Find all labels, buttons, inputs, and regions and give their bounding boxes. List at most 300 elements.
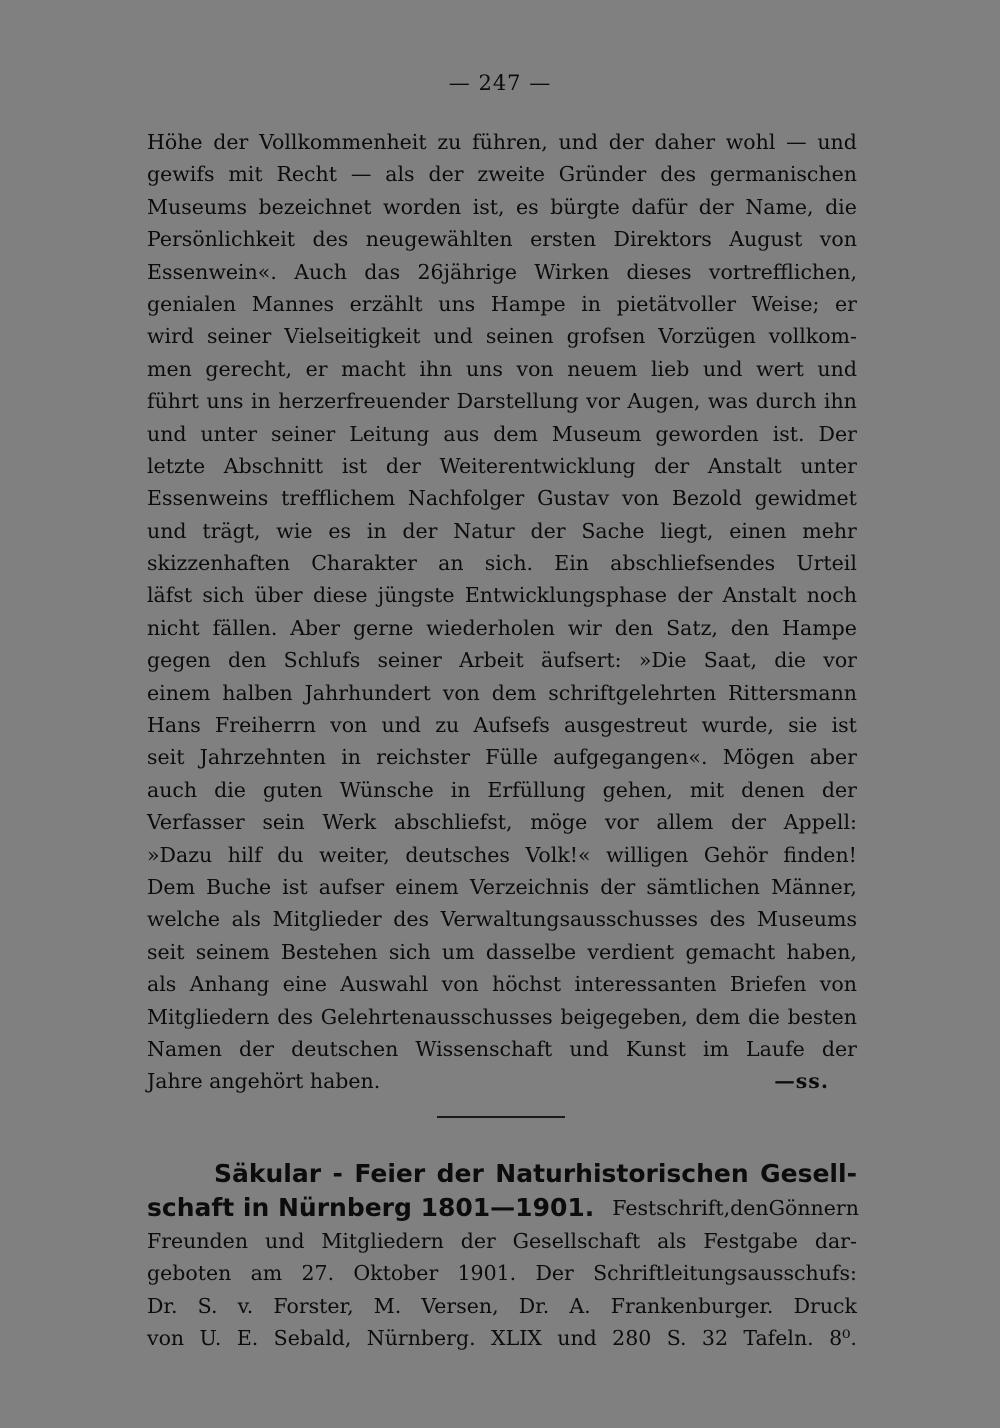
word: Namen <box>147 1036 222 1061</box>
word: ist, <box>472 194 505 219</box>
word: wird <box>147 324 195 349</box>
word: Sache <box>581 518 645 543</box>
word: uns <box>206 389 244 414</box>
word: seinem <box>195 939 270 964</box>
word: seiner <box>206 324 272 349</box>
word: Wissenschaft <box>415 1036 553 1061</box>
entry-text-line <box>147 1290 857 1322</box>
word: seiner <box>377 648 442 673</box>
word: ihn <box>823 389 857 414</box>
word: beigegeben, <box>560 1004 688 1029</box>
word: in <box>450 777 471 802</box>
word: bezeichnet <box>258 194 372 219</box>
word: gewifs <box>147 162 215 187</box>
word: Auch <box>294 259 347 284</box>
word: Festgabe <box>703 1229 798 1253</box>
word: aus <box>443 421 480 446</box>
word: ist <box>341 453 368 478</box>
entry-text-line <box>147 1257 857 1289</box>
word: zu <box>435 713 460 738</box>
word: August <box>729 227 803 252</box>
word: v. <box>237 1293 254 1318</box>
word: nicht <box>147 615 200 640</box>
word: unter <box>800 453 857 478</box>
word: läfst <box>147 583 193 608</box>
text-line <box>147 256 857 288</box>
word: dasselbe <box>485 939 577 964</box>
word: Museums <box>756 907 857 932</box>
text-line <box>147 191 857 223</box>
word: Saat, <box>703 648 757 673</box>
word: Buche <box>206 874 272 899</box>
word: vortrefflichen, <box>708 259 857 284</box>
word: und <box>433 324 473 349</box>
word: am <box>250 1261 283 1286</box>
word: macht <box>341 356 406 381</box>
word: Dr. <box>147 1293 178 1318</box>
word: geworden <box>655 421 759 446</box>
word: Forster, <box>273 1293 354 1318</box>
word: als <box>147 972 177 997</box>
word: vor <box>586 389 620 414</box>
word: uns <box>438 291 476 316</box>
word: 8⁰. <box>829 1326 857 1351</box>
word: neugewählten <box>365 227 513 252</box>
word: mehr <box>802 518 857 543</box>
word: Ein <box>554 551 589 576</box>
word: Aber <box>290 615 341 640</box>
word: von <box>819 227 857 252</box>
word: herzerfreuender <box>278 389 450 414</box>
word: Feier <box>354 1159 426 1188</box>
word: als <box>385 162 415 187</box>
word: die <box>825 194 857 219</box>
word: des <box>709 907 746 932</box>
text-line <box>147 839 857 871</box>
page-number: — 247 — <box>448 71 552 95</box>
word: ist <box>282 874 308 899</box>
word: sich <box>388 939 431 964</box>
text-line <box>147 1001 857 1033</box>
word: seinen <box>485 324 554 349</box>
word: schriftgelehrten <box>548 680 717 705</box>
word: Mitglieder <box>272 907 382 932</box>
word: der <box>530 518 566 543</box>
text-line <box>147 450 857 482</box>
word: Gustav <box>537 486 610 511</box>
entry-subtitle-start <box>612 1191 859 1225</box>
word: Erfüllung <box>487 777 586 802</box>
word: Nürnberg. <box>366 1326 476 1351</box>
word: denen <box>741 777 805 802</box>
word: einem <box>395 874 459 899</box>
word: Tafeln. <box>743 1326 814 1351</box>
word: germanischen <box>709 162 857 187</box>
word: fällen. <box>212 615 278 640</box>
word: jüngste <box>377 583 455 608</box>
word: Hampe <box>782 615 857 640</box>
word: Arbeit <box>459 648 524 673</box>
word: letzte <box>147 453 206 478</box>
word: Anstalt <box>707 453 782 478</box>
word: wohl <box>725 130 776 154</box>
word: welche <box>147 907 221 932</box>
word: der <box>600 874 636 899</box>
word: weiter, <box>319 842 390 867</box>
word: sie <box>788 713 818 738</box>
entry-heading-continuation: schaft in Nürnberg 1801—1901. <box>147 1193 595 1222</box>
word: der <box>436 1159 484 1188</box>
word: willigen <box>606 842 689 867</box>
word: — <box>786 130 807 154</box>
word: der <box>238 1036 275 1061</box>
word: Leitung <box>349 421 430 446</box>
word: unter <box>200 421 258 446</box>
word: um <box>441 939 475 964</box>
word: führen, <box>472 130 548 154</box>
last-line-text: Jahre angehört haben. <box>147 1069 381 1094</box>
word: A. <box>569 1293 591 1318</box>
word: uns <box>465 356 503 381</box>
word: Verzeichnis <box>469 874 590 899</box>
word: des <box>312 227 349 252</box>
word: Volk!« <box>525 842 591 867</box>
word: liegt, <box>660 518 714 543</box>
word: Weiterentwicklung <box>439 453 636 478</box>
word: sein <box>262 810 305 835</box>
word: allem <box>656 810 714 835</box>
word: Persönlichkeit <box>147 227 296 252</box>
word: reichster <box>376 745 471 770</box>
word: U. <box>199 1326 222 1351</box>
word: skizzenhaften <box>147 551 291 576</box>
word: dar- <box>814 1229 857 1253</box>
word: Verfasser <box>147 810 245 835</box>
word: Freiherrn <box>215 713 316 738</box>
text-line <box>147 482 857 514</box>
word: des <box>393 907 430 932</box>
word: Jahrhundert <box>304 680 431 705</box>
word: Auswahl <box>340 972 429 997</box>
text-line <box>147 709 857 741</box>
word: Gehör <box>703 842 768 867</box>
word: Museum <box>551 421 642 446</box>
word: Wirken <box>534 259 610 284</box>
book-entry <box>147 1157 857 1355</box>
text-line <box>147 774 857 806</box>
word: Recht <box>276 162 337 187</box>
word: dafür <box>631 194 688 219</box>
word: und <box>557 1326 597 1351</box>
word: Schlufs <box>283 648 361 673</box>
word: Abschnitt <box>223 453 324 478</box>
reviewer-signature: —ss. <box>774 1069 829 1094</box>
text-line <box>147 288 857 320</box>
word: der <box>402 518 438 543</box>
word: einem <box>147 680 211 705</box>
word: Essenweins <box>147 486 269 511</box>
word: und <box>264 1229 305 1253</box>
word: Dem <box>147 874 196 899</box>
word: Anhang <box>189 972 270 997</box>
word: von <box>516 356 554 381</box>
word: verdient <box>587 939 675 964</box>
word: wir <box>567 615 602 640</box>
text-line <box>147 515 857 547</box>
word: abschliefsendes <box>610 551 776 576</box>
word: Der <box>535 1261 574 1286</box>
word: der <box>428 162 464 187</box>
word: in <box>581 291 601 316</box>
word: hilf <box>227 842 262 867</box>
text-line <box>147 418 857 450</box>
word: halben <box>222 680 293 705</box>
word: von <box>442 680 480 705</box>
word: Festschrift, <box>612 1196 731 1220</box>
word: über <box>254 583 303 608</box>
text-line <box>147 320 857 352</box>
word: Säkular <box>214 1159 322 1188</box>
word: Jahrzehnten <box>199 745 327 770</box>
word: E. <box>236 1326 259 1351</box>
word: zweite <box>477 162 545 187</box>
word: Rittersmann <box>727 680 857 705</box>
word: wert <box>756 356 804 381</box>
word: Mannes <box>251 291 335 316</box>
word: mit <box>228 162 263 187</box>
word: den <box>730 615 770 640</box>
word: »Die <box>638 648 687 673</box>
word: seit <box>147 745 185 770</box>
word: gehen, <box>602 777 673 802</box>
word: worden <box>383 194 462 219</box>
word: ihn <box>419 356 453 381</box>
word: Gesellschaft <box>512 1229 641 1253</box>
word: erzählt <box>349 291 423 316</box>
word: und <box>702 356 743 381</box>
word: als <box>231 907 261 932</box>
word: und <box>569 1036 609 1061</box>
word: Männer, <box>771 874 857 899</box>
text-line <box>147 158 857 190</box>
word: Darstellung <box>456 389 579 414</box>
text-line <box>147 677 857 709</box>
word: neuem <box>567 356 638 381</box>
entry-heading-line-2 <box>147 1191 857 1225</box>
word: seiner <box>271 421 336 446</box>
word: vor <box>823 648 857 673</box>
word: ersten <box>530 227 597 252</box>
word: der <box>213 130 249 154</box>
word: von <box>147 1326 185 1351</box>
word: Satz, <box>666 615 718 640</box>
word: höchst <box>492 972 562 997</box>
word: des <box>660 162 697 187</box>
word: Kunst <box>625 1036 686 1061</box>
word: die <box>748 1004 780 1029</box>
word: der <box>698 194 734 219</box>
word: sich. <box>484 551 534 576</box>
word: Name, <box>745 194 814 219</box>
word: möge <box>530 810 588 835</box>
word: Freunden <box>147 1229 249 1253</box>
word: das <box>364 259 401 284</box>
word: besten <box>787 1004 857 1029</box>
word: noch <box>806 583 857 608</box>
word: Gönnern <box>768 1196 859 1220</box>
word: in <box>366 518 387 543</box>
word: zu <box>437 130 462 154</box>
word: von <box>621 486 660 511</box>
word: dem <box>695 1004 741 1029</box>
word: er <box>835 291 857 316</box>
word: sich <box>202 583 245 608</box>
word: Aufsefs <box>473 713 550 738</box>
word: was <box>707 389 749 414</box>
word: Sebald, <box>273 1326 352 1351</box>
word: seit <box>147 939 185 964</box>
word: der <box>608 130 644 154</box>
text-line <box>147 903 857 935</box>
text-line <box>147 741 857 773</box>
text-line <box>147 871 857 903</box>
text-line <box>147 126 857 158</box>
word: wie <box>276 518 313 543</box>
word: trägt, <box>202 518 261 543</box>
word: des <box>277 1004 313 1029</box>
word: 27. <box>301 1261 335 1286</box>
word: ist. <box>772 421 805 446</box>
word: an <box>438 551 464 576</box>
word: 280 <box>612 1326 652 1351</box>
word: im <box>703 1036 729 1061</box>
word: Bestehen <box>280 939 378 964</box>
word: M. <box>373 1293 402 1318</box>
word: Mitgliedern <box>147 1004 270 1029</box>
word: Urteil <box>796 551 857 576</box>
word: grofsen <box>566 324 646 349</box>
word: mit <box>689 777 725 802</box>
entry-text-line <box>147 1225 857 1257</box>
word: Höhe <box>147 130 203 154</box>
word: Bezold <box>671 486 742 511</box>
word: ist <box>831 713 857 738</box>
word: sämtlichen <box>646 874 760 899</box>
word: den <box>227 648 267 673</box>
word: S. <box>666 1326 687 1351</box>
text-line <box>147 385 857 417</box>
word: Wünsche <box>339 777 434 802</box>
entry-heading-line <box>147 1157 857 1191</box>
word: von <box>441 972 479 997</box>
word: der <box>677 583 713 608</box>
word: der <box>821 1036 857 1061</box>
word: lieb <box>650 356 690 381</box>
word: daher <box>654 130 715 154</box>
word: der <box>654 453 690 478</box>
text-line <box>147 353 857 385</box>
word: auch <box>147 777 198 802</box>
text-line-last <box>147 1065 857 1097</box>
word: deutschen <box>291 1036 399 1061</box>
word: die <box>214 777 246 802</box>
word: interessanten <box>574 972 717 997</box>
word: Oktober <box>353 1261 439 1286</box>
word: Frankenburger. <box>610 1293 774 1318</box>
word: S. <box>197 1293 218 1318</box>
word: finden! <box>783 842 857 867</box>
word: Naturhistorischen <box>495 1159 749 1188</box>
word: Versen, <box>421 1293 499 1318</box>
word: Augen, <box>627 389 701 414</box>
word: äufsert: <box>540 648 622 673</box>
word: — <box>350 162 372 187</box>
word: als <box>657 1229 687 1253</box>
word: durch <box>755 389 817 414</box>
word: Schriftleitungsausschufs: <box>593 1261 857 1286</box>
word: der <box>730 810 767 835</box>
text-line <box>147 612 857 644</box>
word: Direktors <box>613 227 712 252</box>
word: in <box>341 745 361 770</box>
text-line <box>147 806 857 838</box>
word: und <box>817 130 857 154</box>
word: XLIX <box>490 1326 542 1351</box>
word: in <box>250 389 271 414</box>
review-text <box>147 126 857 1098</box>
word: Mögen <box>722 745 795 770</box>
word: und <box>817 356 857 381</box>
word: trefflichem <box>281 486 396 511</box>
word: gerne <box>353 615 414 640</box>
word: haben, <box>786 939 857 964</box>
word: Gelehrtenausschusses <box>320 1004 553 1029</box>
word: genialen <box>147 291 237 316</box>
word: vollkom- <box>768 324 857 349</box>
word: du <box>277 842 304 867</box>
text-line <box>147 968 857 1000</box>
word: es <box>328 518 352 543</box>
word: Hampe <box>490 291 566 316</box>
word: vor <box>604 810 639 835</box>
word: und <box>558 130 598 154</box>
text-line <box>147 644 857 676</box>
word: pietätvoller <box>616 291 737 316</box>
word: Der <box>818 421 857 446</box>
word: diese <box>313 583 368 608</box>
word: dieses <box>626 259 692 284</box>
text-line <box>147 1033 857 1065</box>
word: Appell: <box>783 810 857 835</box>
word: Werk <box>322 810 377 835</box>
word: von <box>819 972 857 997</box>
word: Essenwein«. <box>147 259 277 284</box>
text-line <box>147 579 857 611</box>
entry-text-line <box>147 1322 857 1354</box>
word: Charakter <box>311 551 417 576</box>
word: geboten <box>147 1261 232 1286</box>
word: aufser <box>318 874 385 899</box>
section-divider <box>437 1116 565 1118</box>
word: aber <box>809 745 857 770</box>
text-line <box>147 936 857 968</box>
word: deutsches <box>405 842 510 867</box>
word: bürgte <box>550 194 620 219</box>
word: dem <box>493 421 538 446</box>
word: der <box>385 453 421 478</box>
word: er <box>305 356 328 381</box>
word: Hans <box>147 713 201 738</box>
